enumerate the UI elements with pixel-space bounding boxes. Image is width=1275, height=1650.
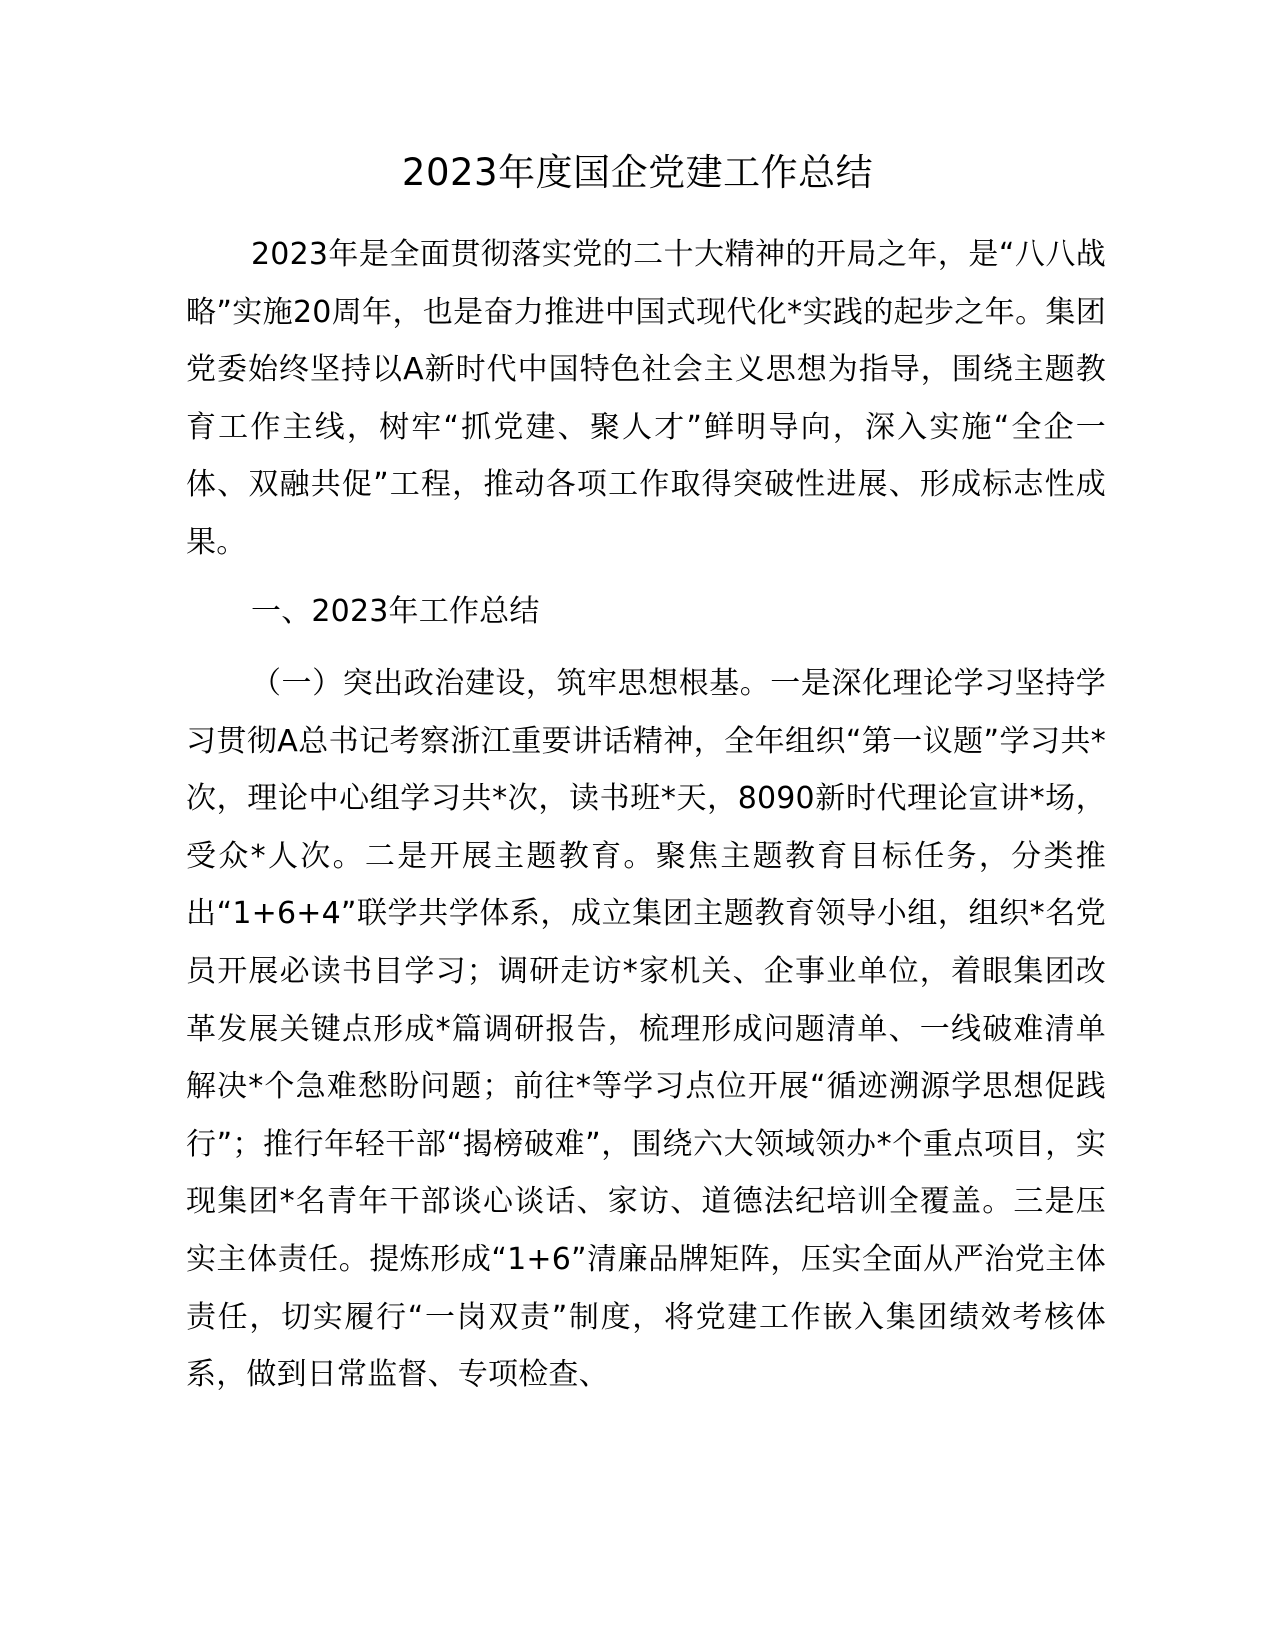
section-heading: 一、2023年工作总结 [251,594,540,629]
section-1-paragraph: （一）突出政治建设，筑牢思想根基。一是深化理论学习坚持学习贯彻A总书记考察浙江重要讲话精神，全年组织“第一议题”学习共*次，理论中心组学习共*次，读书班*天，8090新时代理论宣讲*场，受众*人次。二是开展主题教育。聚焦主题教育目标任务，分类推出“1+6+4”联学共学体系，成立集团主题教育领导小组，组织*名党员开展必读书目学习；调研走访*家机关、企事业单位，着眼集团改革发展关键点形成*篇调研报告，梳理形成问题清单、一线破难清单解决*个急难愁盼问题；前往*等学习点位开展“循迹溯源学思想促践行”；推行年轻干部“揭榜破难”，围绕六大领域领办*个重点项目，实现集团*名青年干部谈心谈话、家访、道德法纪培训全覆盖。三是压实主体责任。提炼形成“1+6”清廉品牌矩阵，压实全面从严治党主体责任，切实履行“一岗双责”制度，将党建工作嵌入集团绩效考核体系，做到日常监督、专项检查、 [186,666,1106,1393]
document-title: 2023年度国企党建工作总结 [401,151,874,194]
intro-paragraph: 2023年是全面贯彻落实党的二十大精神的开局之年，是“八八战略”实施20周年，也是奋力推进中国式现代化*实践的起步之年。集团党委始终坚持以A新时代中国特色社会主义思想为指导，围绕主题教育工作主线，树牢“抓党建、聚人才”鲜明导向，深入实施“全企一体、双融共促”工程，推动各项工作取得突破性进展、形成标志性成果。 [186,237,1106,560]
